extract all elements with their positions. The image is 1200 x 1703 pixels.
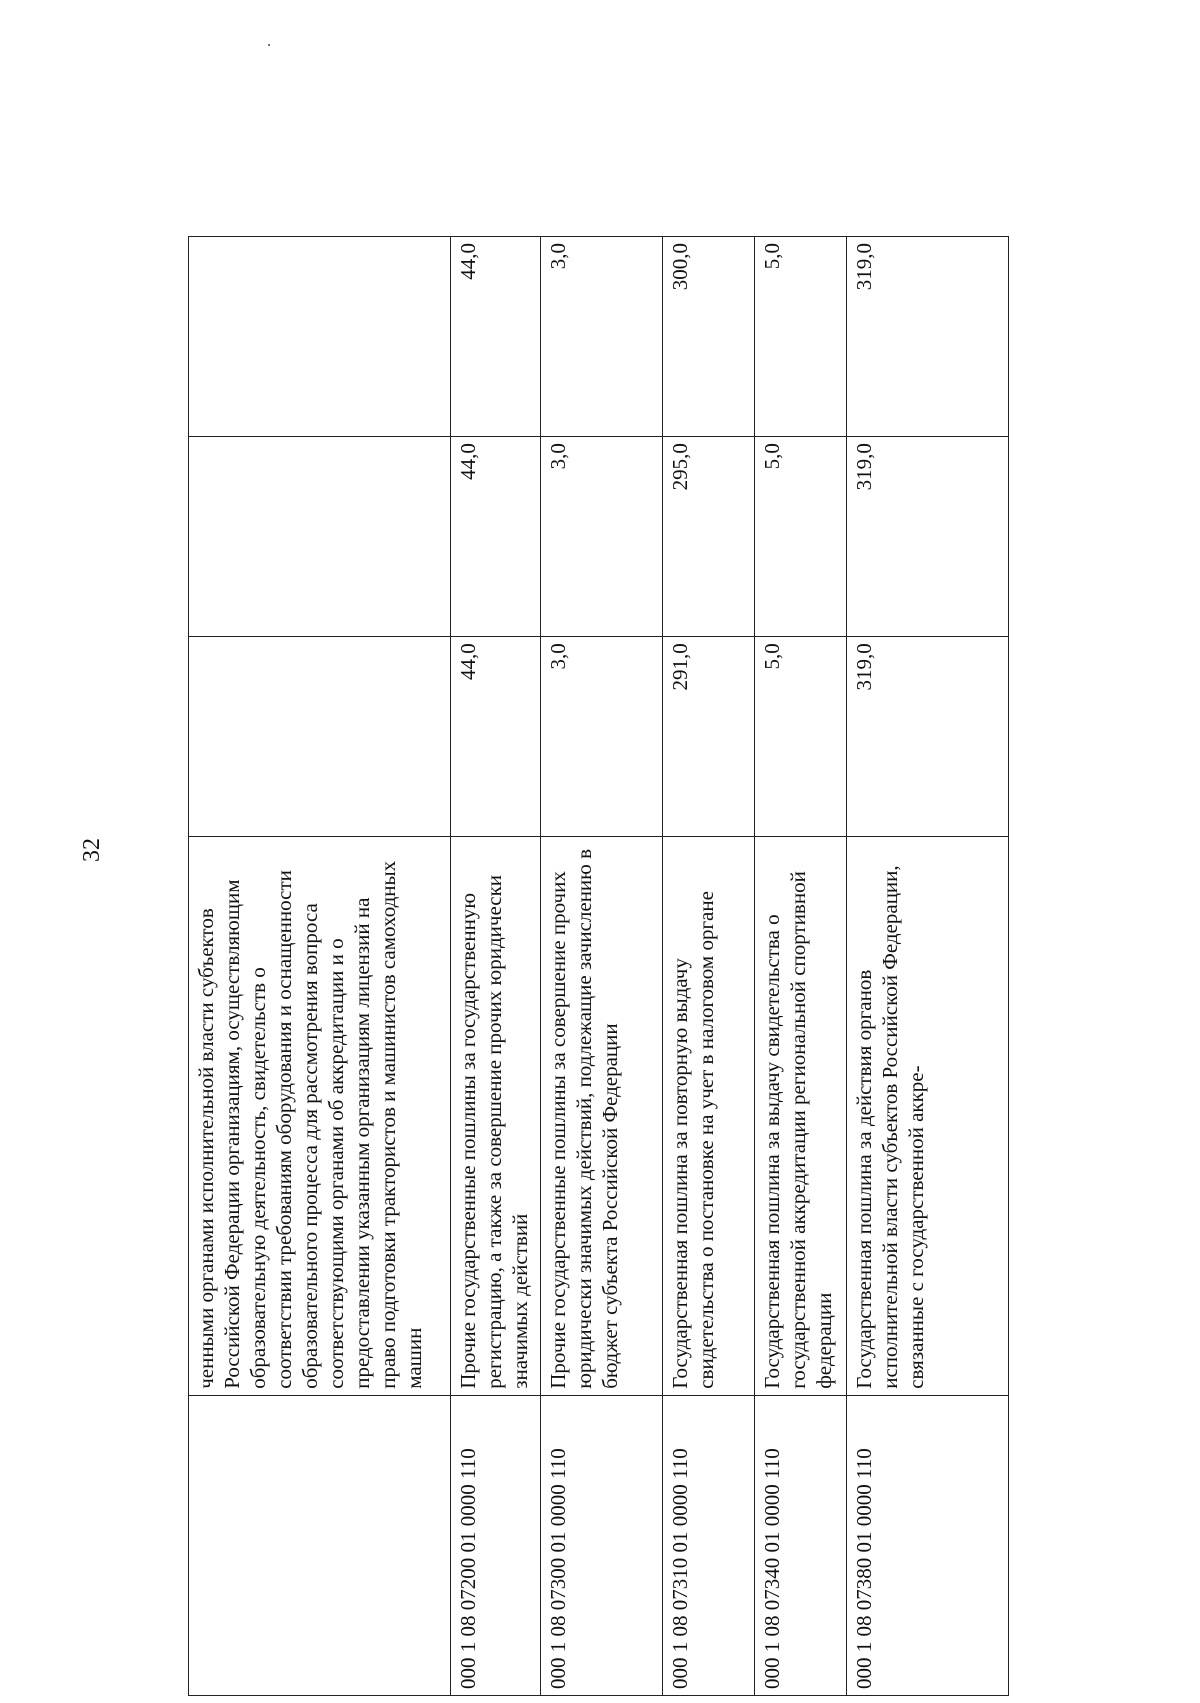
value-cell-1 (189, 637, 451, 837)
table-row (451, 237, 541, 1696)
table-row (755, 237, 847, 1696)
value-cell-2 (189, 437, 451, 637)
table-row (541, 237, 663, 1696)
income-name-cell: Прочие государственные пошлины за государственную регистрацию, а также за совершение прочих юридически значимых действий (451, 837, 541, 1395)
income-code-cell: 000 1 08 07200 01 0000 110 (451, 1395, 541, 1695)
value-cell-3: 319,0 (847, 237, 1009, 437)
income-code-cell: 000 1 08 07340 01 0000 110 (755, 1395, 847, 1695)
income-name-cell: Государственная пошлина за действия органов исполнительной власти субъектов Российской Федерации, связанные с государственной аккре- (847, 837, 1009, 1395)
income-name-cell: ченными органами исполнительной власти субъектов Российской Федерации организациям, осуществляющим образовательную деятельность, свидетельств о соответствии требованиям оборудования и оснащенности образовательного процесса для рассмотрения вопроса соответствующими органами об аккредитации и о предоставлении указанным организациям лицензий на право подготовки трактористов и машинистов самоходных машин (189, 837, 451, 1395)
rotated-table-wrapper (188, 236, 1008, 1696)
value-cell-2: 319,0 (847, 437, 1009, 637)
budget-revenue-table (188, 236, 1009, 1696)
income-code-cell: 000 1 08 07380 01 0000 110 (847, 1395, 1009, 1695)
value-cell-1: 319,0 (847, 637, 1009, 837)
value-cell-1: 291,0 (663, 637, 755, 837)
value-cell-1: 44,0 (451, 637, 541, 837)
income-name-cell: Государственная пошлина за выдачу свидетельства о государственной аккредитации региональной спортивной федерации (755, 837, 847, 1395)
value-cell-2: 295,0 (663, 437, 755, 637)
income-code-cell: 000 1 08 07300 01 0000 110 (541, 1395, 663, 1695)
page-number: 32 (79, 838, 105, 862)
value-cell-1: 5,0 (755, 637, 847, 837)
table-row (663, 237, 755, 1696)
table-row (189, 237, 451, 1696)
income-code-cell: 000 1 08 07310 01 0000 110 (663, 1395, 755, 1695)
scan-speck (268, 44, 270, 46)
value-cell-3: 300,0 (663, 237, 755, 437)
value-cell-2: 5,0 (755, 437, 847, 637)
value-cell-3: 44,0 (451, 237, 541, 437)
value-cell-1: 3,0 (541, 637, 663, 837)
value-cell-3: 3,0 (541, 237, 663, 437)
income-name-cell: Государственная пошлина за повторную выдачу свидетельства о постановке на учет в налоговом органе (663, 837, 755, 1395)
income-name-cell: Прочие государственные пошлины за совершение прочих юридически значимых действий, подлежащие зачислению в бюджет субъекта Российской Федерации (541, 837, 663, 1395)
value-cell-3: 5,0 (755, 237, 847, 437)
value-cell-3 (189, 237, 451, 437)
value-cell-2: 44,0 (451, 437, 541, 637)
income-code-cell (189, 1395, 451, 1695)
table-row (847, 237, 1009, 1696)
value-cell-2: 3,0 (541, 437, 663, 637)
